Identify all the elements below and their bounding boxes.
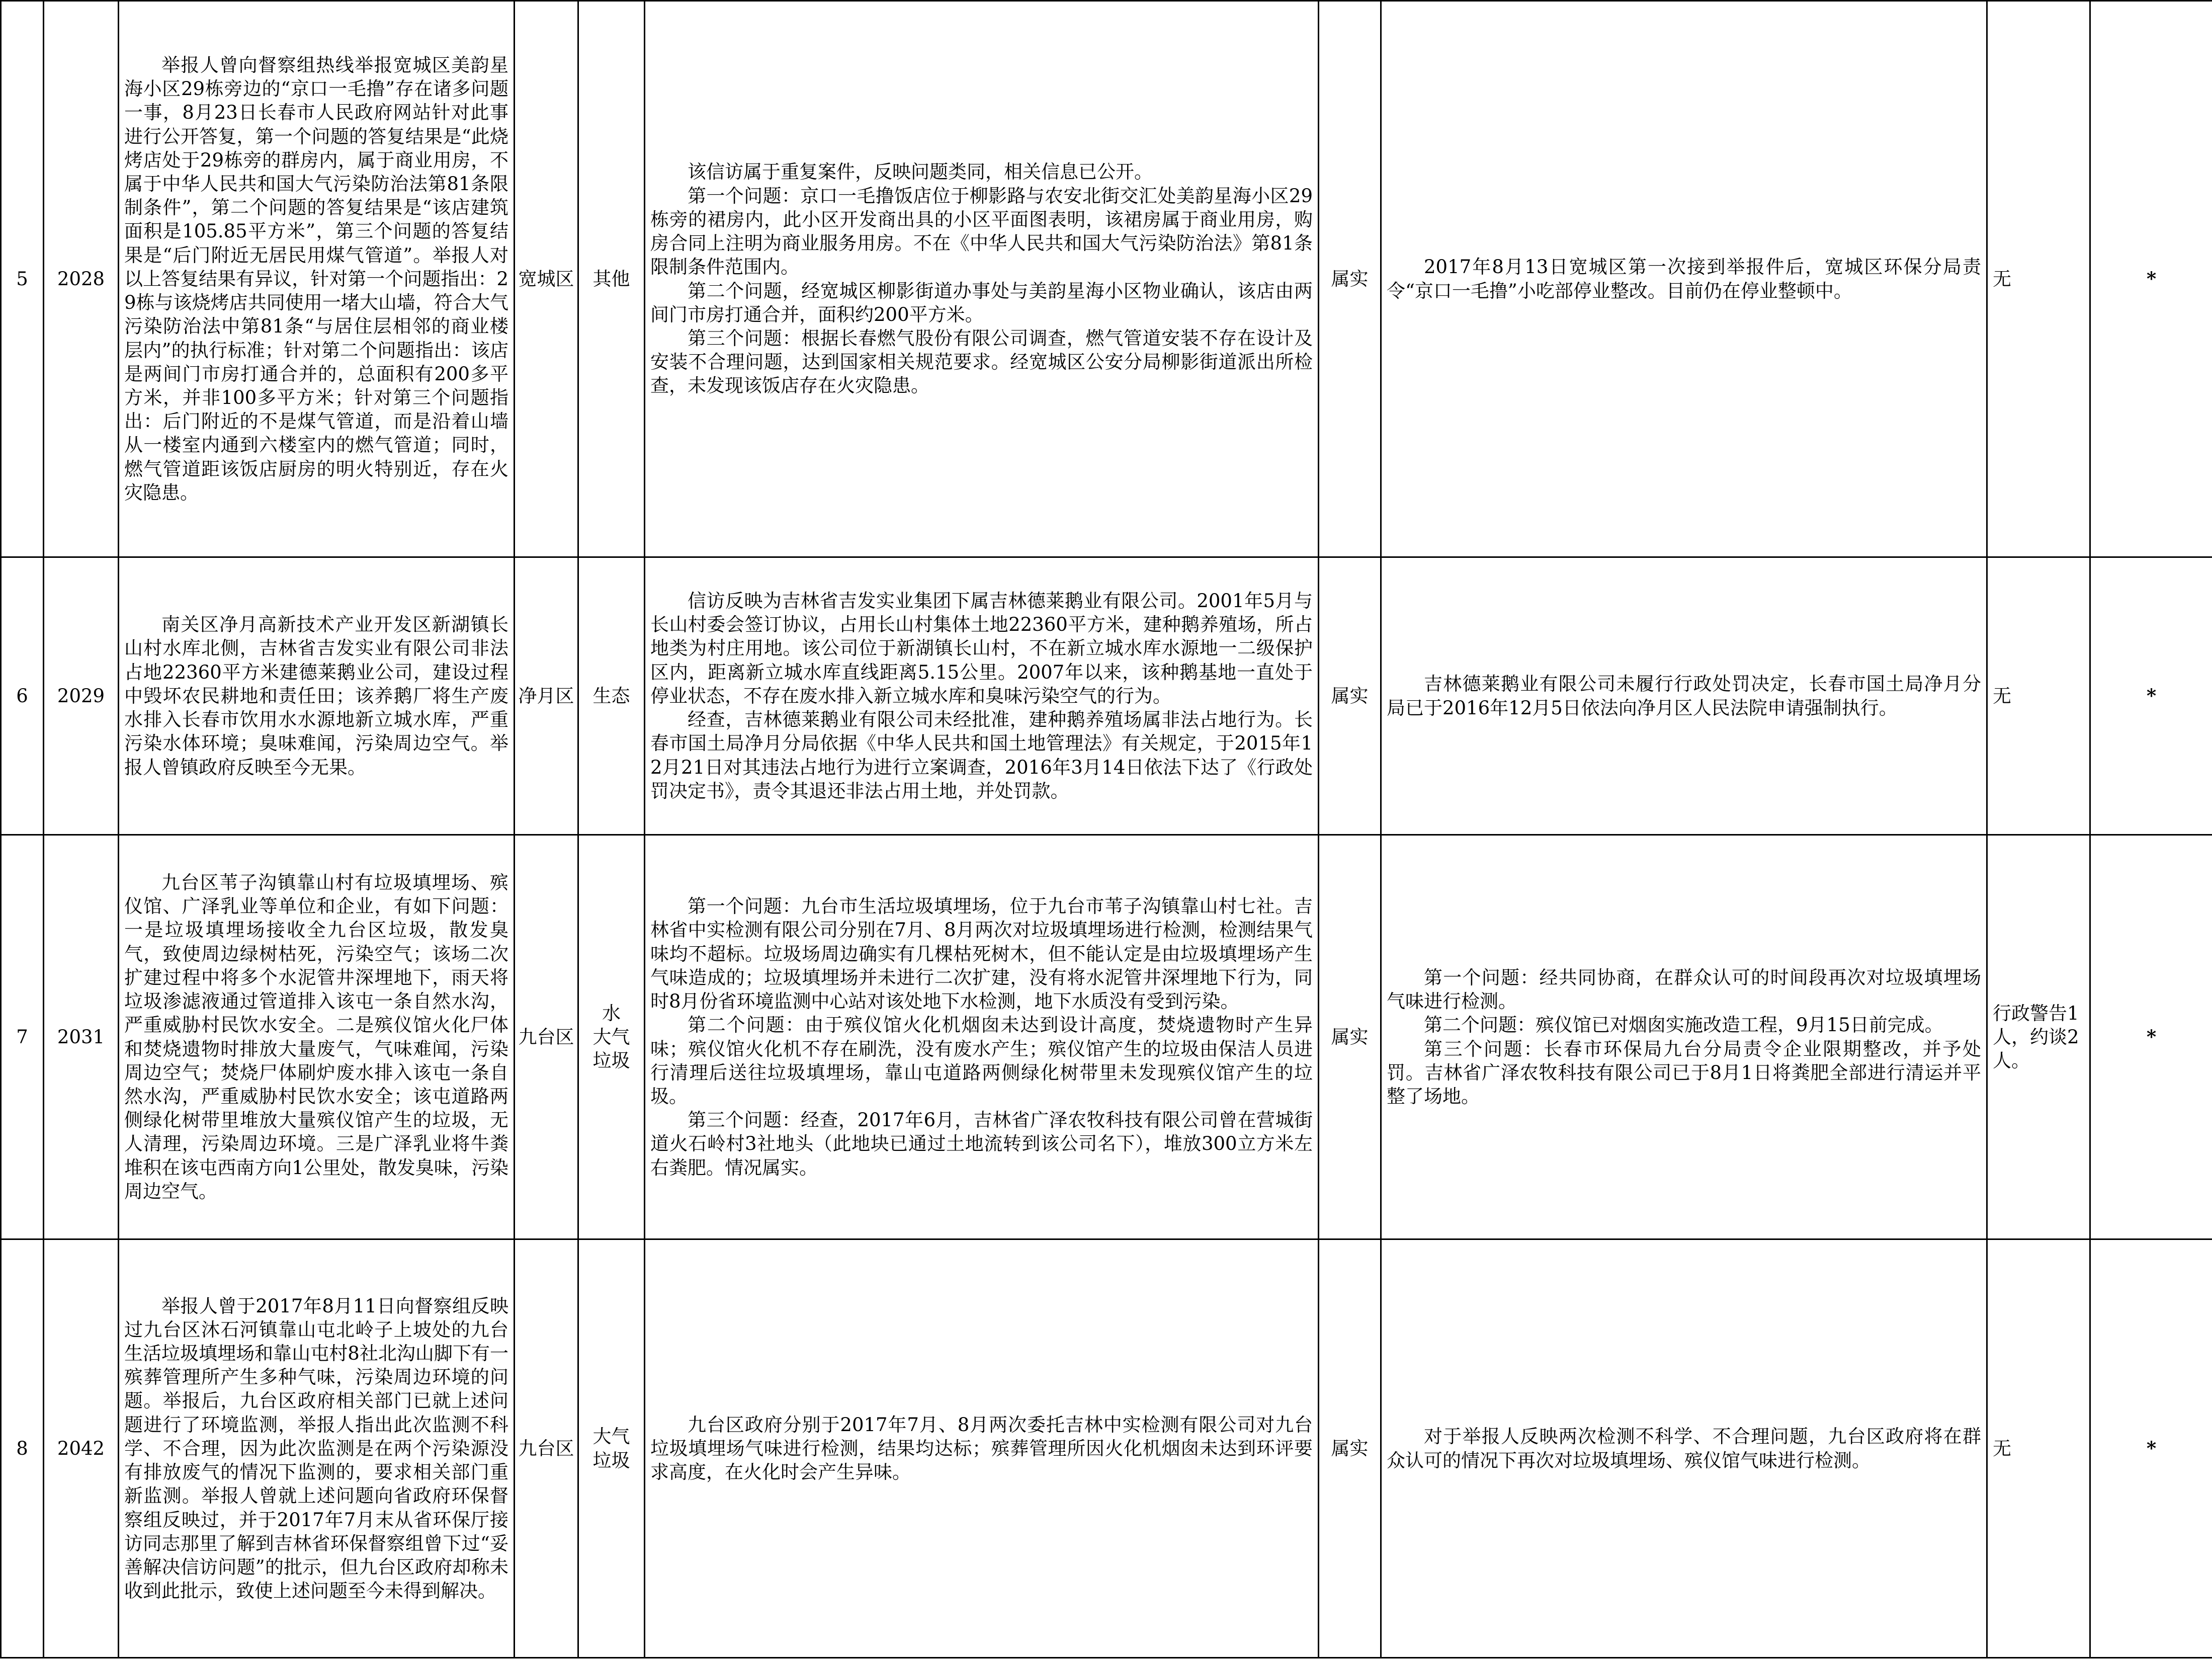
district-cell: 净月区 <box>515 557 578 835</box>
verdict-cell: 属实 <box>1319 1 1381 557</box>
category-cell: 大气 垃圾 <box>578 1239 645 1658</box>
actions-cell-paragraph: 吉林德莱鹅业有限公司未履行行政处罚决定，长春市国土局净月分局已于2016年12月5日依法向净月区人民法院申请强制执行。 <box>1387 673 1981 719</box>
district-cell: 宽城区 <box>515 1 578 557</box>
case-id: 2042 <box>44 1239 119 1658</box>
row-index: 7 <box>1 835 44 1239</box>
mark-cell: * <box>2090 1239 2212 1658</box>
table-row <box>1 557 2212 835</box>
complaint-paragraph: 举报人曾于2017年8月11日向督察组反映过九台区沐石河镇靠山屯北岭子上坡处的九台生活垃圾填埋场和靠山屯村8社北沟山脚下有一殡葬管理所产生多种气味，污染周边环境的问题。举报后，九台区政府相关部门已就上述问题进行了环境监测，举报人指出此次监测不科学、不合理，因为此次监测是在两个污染源没有排放废气的情况下监测的，要求相关部门重新监测。举报人曾就上述问题向省政府环保督察组反映过，并于2017年7月末从省环保厅接访同志那里了解到吉林省环保督察组曾下过“妥善解决信访问题”的批示，但九台区政府却称未收到此批示，致使上述问题至今未得到解决。 <box>124 1295 508 1602</box>
mark-cell: * <box>2090 557 2212 835</box>
penalty-cell: 无 <box>1987 557 2090 835</box>
district-cell: 九台区 <box>515 1239 578 1658</box>
verdict-cell: 属实 <box>1319 557 1381 835</box>
findings-cell <box>645 557 1319 835</box>
findings-cell-paragraph: 该信访属于重复案件，反映问题类同，相关信息已公开。 <box>688 161 1153 183</box>
table-row <box>1 1 2212 557</box>
actions-cell <box>1381 557 1987 835</box>
findings-cell-paragraph: 信访反映为吉林省吉发实业集团下属吉林德莱鹅业有限公司。2001年5月与长山村委会签订协议，占用长山村集体土地22360平方米，建种鹅养殖场，所占地类为村庄用地。该公司位于新湖镇长山村，不在新立城水库水源地一二级保护区内，距离新立城水库直线距离5.15公里。2007年以来，该种鹅基地一直处于停业状态，不存在废水排入新立城水库和臭味污染空气的行为。 <box>650 590 1313 707</box>
complaint-paragraph: 举报人曾向督察组热线举报宽城区美韵星海小区29栋旁边的“京口一毛撸”存在诸多问题一事，8月23日长春市人民政府网站针对此事进行公开答复，第一个问题的答复结果是“此烧烤店处于29栋旁的群房内，属于商业用房，不属于中华人民共和国大气污染防治法第81条限制条件”，第二个问题的答复结果是“该店建筑面积是105.85平方米”，第三个问题的答复结果是“后门附近无居民用煤气管道”。举报人对以上答复结果有异议，针对第一个问题指出：29栋与该烧烤店共同使用一堵大山墙，符合大气污染防治法中第81条“与居住层相邻的商业楼层内”的执行标准；针对第二个问题指出：该店是两间门市房打通合并的，总面积有200多平方米，并非100多平方米；针对第三个问题指出：后门附近的不是煤气管道，而是沿着山墙从一楼室内通到六楼室内的燃气管道；同时，燃气管道距该饭店厨房的明火特别近，存在火灾隐患。 <box>124 54 508 504</box>
findings-cell-paragraph: 第一个问题：九台市生活垃圾填埋场，位于九台市苇子沟镇靠山村七社。吉林省中实检测有限公司分别在7月、8月两次对垃圾填埋场进行检测，检测结果气味均不超标。垃圾场周边确实有几棵枯死树木，但不能认定是由垃圾填埋场产生气味造成的；垃圾填埋场并未进行二次扩建，没有将水泥管井深埋地下行为，同时8月份省环境监测中心站对该处地下水检测，地下水质没有受到污染。 <box>650 895 1313 1013</box>
findings-cell <box>645 1239 1319 1658</box>
category-cell: 其他 <box>578 1 645 557</box>
findings-cell-paragraph: 第二个问题，经宽城区柳影街道办事处与美韵星海小区物业确认，该店由两间门市房打通合并，面积约200平方米。 <box>650 280 1313 325</box>
verdict-cell: 属实 <box>1319 835 1381 1239</box>
table-row <box>1 835 2212 1239</box>
penalty-cell: 无 <box>1987 1 2090 557</box>
findings-cell <box>645 1 1319 557</box>
row-index: 5 <box>1 1 44 557</box>
findings-cell-paragraph: 九台区政府分别于2017年7月、8月两次委托吉林中实检测有限公司对九台垃圾填埋场气味进行检测，结果均达标；殡葬管理所因火化机烟囱未达到环评要求高度，在火化时会产生异味。 <box>650 1414 1313 1483</box>
complaint-text <box>119 557 515 835</box>
row-index: 8 <box>1 1239 44 1658</box>
findings-cell-paragraph: 第一个问题：京口一毛撸饭店位于柳影路与农安北街交汇处美韵星海小区29栋旁的裙房内，此小区开发商出具的小区平面图表明，该裙房属于商业用房，购房合同上注明为商业服务用房。不在《中华人民共和国大气污染防治法》第81条限制条件范围内。 <box>650 185 1313 278</box>
complaint-paragraph: 九台区苇子沟镇靠山村有垃圾填埋场、殡仪馆、广泽乳业等单位和企业，有如下问题：一是垃圾填埋场接收全九台区垃圾，散发臭气，致使周边绿树枯死，污染空气；该场二次扩建过程中将多个水泥管井深埋地下，雨天将垃圾渗滤液通过管道排入该屯一条自然水沟，严重威胁村民饮水安全。二是殡仪馆火化尸体和焚烧遗物时排放大量废气，气味难闻，污染周边空气；焚烧尸体刷炉废水排入该屯一条自然水沟，严重威胁村民饮水安全；该屯道路两侧绿化树带里堆放大量殡仪馆产生的垃圾，无人清理，污染周边环境。三是广泽乳业将牛粪堆积在该屯西南方向1公里处，散发臭味，污染周边空气。 <box>124 872 508 1202</box>
actions-cell-paragraph: 第二个问题：殡仪馆已对烟囱实施改造工程，9月15日前完成。 <box>1424 1014 1943 1036</box>
actions-cell-paragraph: 第一个问题：经共同协商，在群众认可的时间段再次对垃圾填埋场气味进行检测。 <box>1387 966 1981 1013</box>
complaint-text <box>119 1 515 557</box>
mark-cell: * <box>2090 835 2212 1239</box>
penalty-cell: 行政警告1人，约谈2人。 <box>1987 835 2090 1239</box>
findings-cell <box>645 835 1319 1239</box>
complaint-text <box>119 835 515 1239</box>
actions-cell-paragraph: 对于举报人反映两次检测不科学、不合理问题，九台区政府将在群众认可的情况下再次对垃圾填埋场、殡仪馆气味进行检测。 <box>1387 1426 1981 1471</box>
row-index: 6 <box>1 557 44 835</box>
findings-cell-paragraph: 第三个问题：经查，2017年6月，吉林省广泽农牧科技有限公司曾在营城街道火石岭村3社地头（此地块已通过土地流转到该公司名下），堆放300立方米左右粪肥。情况属实。 <box>650 1109 1313 1179</box>
findings-cell-paragraph: 第二个问题：由于殡仪馆火化机烟囱未达到设计高度，焚烧遗物时产生异味；殡仪馆火化机不存在刷洗，没有废水产生；殡仪馆产生的垃圾由保洁人员进行清理后送往垃圾填埋场，靠山屯道路两侧绿化树带里未发现殡仪馆产生的垃圾。 <box>650 1014 1313 1107</box>
actions-cell-paragraph: 第三个问题：长春市环保局九台分局责令企业限期整改，并予处罚。吉林省广泽农牧科技有限公司已于8月1日将粪肥全部进行清运并平整了场地。 <box>1387 1038 1981 1107</box>
table-row <box>1 1239 2212 1658</box>
actions-cell <box>1381 1 1987 557</box>
actions-cell <box>1381 835 1987 1239</box>
penalty-cell: 无 <box>1987 1239 2090 1658</box>
complaint-paragraph: 南关区净月高新技术产业开发区新湖镇长山村水库北侧，吉林省吉发实业有限公司非法占地22360平方米建德莱鹅业公司，建设过程中毁坏农民耕地和责任田；该养鹅厂将生产废水排入长春市饮用水水源地新立城水库，严重污染水体环境；臭味难闻，污染周边空气。举报人曾镇政府反映至今无果。 <box>124 614 508 778</box>
category-cell: 生态 <box>578 557 645 835</box>
findings-cell-paragraph: 经查，吉林德莱鹅业有限公司未经批准，建种鹅养殖场属非法占地行为。长春市国土局净月分局依据《中华人民共和国土地管理法》有关规定，于2015年12月21日对其违法占地行为进行立案调查，2016年3月14日依法下达了《行政处罚决定书》，责令其退还非法占用土地，并处罚款。 <box>650 709 1313 802</box>
findings-cell-paragraph: 第三个问题：根据长春燃气股份有限公司调查，燃气管道安装不存在设计及安装不合理问题，达到国家相关规范要求。经宽城区公安分局柳影街道派出所检查，未发现该饭店存在火灾隐患。 <box>650 327 1313 397</box>
mark-cell: * <box>2090 1 2212 557</box>
case-id: 2029 <box>44 557 119 835</box>
table-body <box>1 1 2212 1658</box>
actions-cell <box>1381 1239 1987 1658</box>
actions-cell-paragraph: 2017年8月13日宽城区第一次接到举报件后，宽城区环保分局责令“京口一毛撸”小吃部停业整改。目前仍在停业整顿中。 <box>1387 256 1981 302</box>
verdict-cell: 属实 <box>1319 1239 1381 1658</box>
category-cell: 水 大气 垃圾 <box>578 835 645 1239</box>
district-cell: 九台区 <box>515 835 578 1239</box>
complaint-text <box>119 1239 515 1658</box>
case-id: 2031 <box>44 835 119 1239</box>
case-id: 2028 <box>44 1 119 557</box>
